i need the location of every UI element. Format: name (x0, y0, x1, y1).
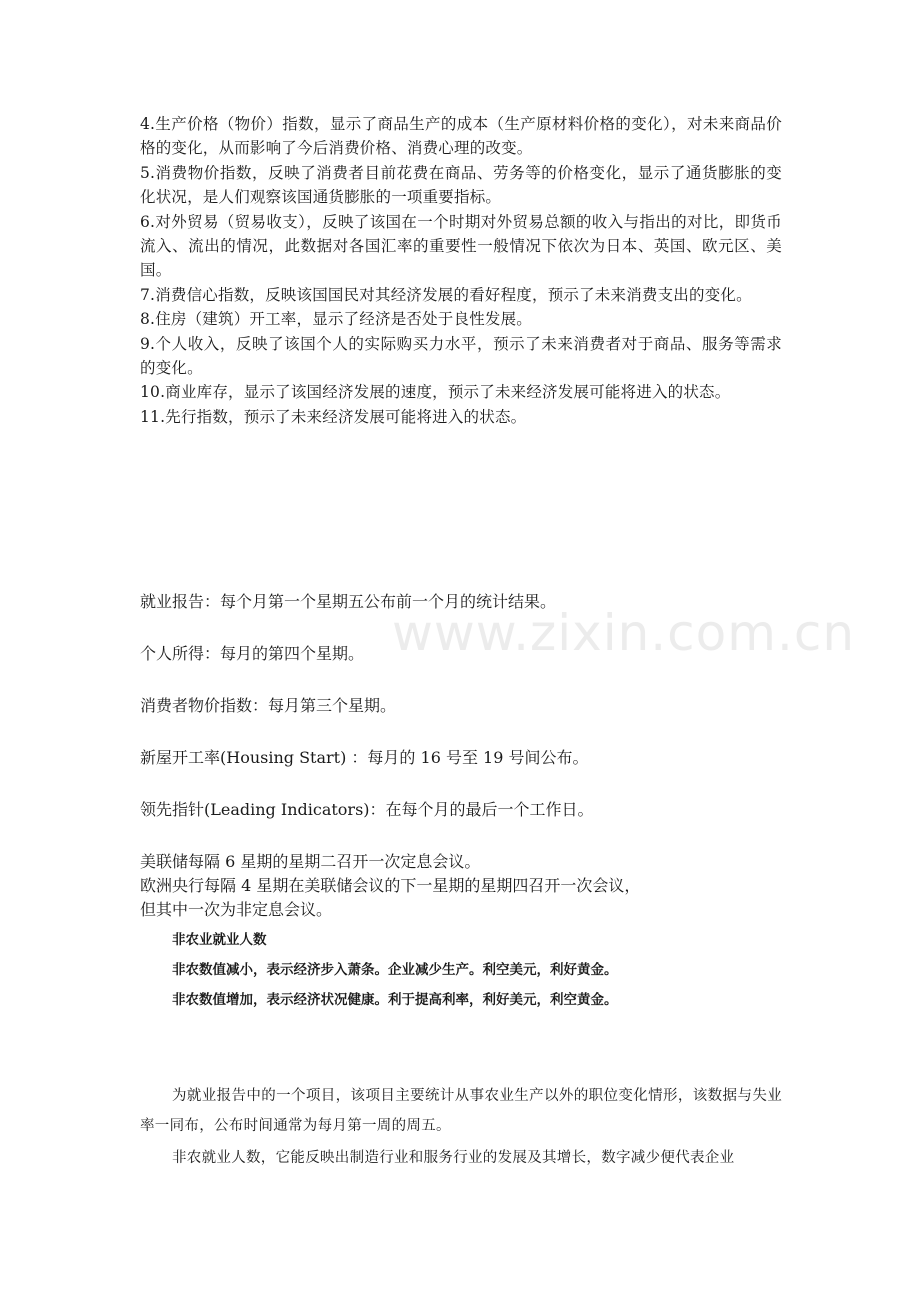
release-schedule (140, 590, 760, 922)
leading-indicators-line: 领先指针(Leading Indicators)：在每个月的最后一个工作日。 (140, 800, 594, 819)
list-item: 6.对外贸易（贸易收支），反映了该国在一个时期对外贸易总额的收入与指出的对比，即货币流入、流出的情况，此数据对各国汇率的重要性一般情况下依次为日本、英国、欧元区、美国。 (140, 212, 782, 280)
nonfarm-summary (172, 928, 772, 1018)
ecb-meeting-line: 欧洲央行每隔 4 星期在美联储会议的下一星期的星期四召开一次会议， (140, 876, 641, 895)
list-item: 7.消费信心指数，反映该国国民对其经济发展的看好程度，预示了未来消费支出的变化。 (140, 285, 752, 304)
nonfarm-heading: 非农业就业人数 (172, 932, 267, 948)
housing-start-line: 新屋开工率(Housing Start) ：每月的 16 号至 19 号间公布。 (140, 748, 589, 767)
list-item: 8.住房（建筑）开工率，显示了经济是否处于良性发展。 (140, 310, 532, 329)
nonfarm-increase-line: 非农数值增加，表示经济状况健康。利于提高利率，利好美元，利空黄金。 (172, 992, 618, 1008)
list-item: 10.商业库存，显示了该国经济发展的速度，预示了未来经济发展可能将进入的状态。 (140, 383, 731, 402)
fed-meeting-line: 美联储每隔 6 星期的星期二召开一次定息会议。 (140, 852, 481, 871)
personal-income-line: 个人所得：每月的第四个星期。 (140, 644, 365, 663)
employment-report-line: 就业报告：每个月第一个星期五公布前一个月的统计结果。 (140, 592, 557, 611)
paragraph: 非农就业人数，它能反映出制造行业和服务行业的发展及其增长，数字减少便代表企业 (172, 1150, 735, 1166)
cpi-line: 消费者物价指数：每月第三个星期。 (140, 696, 397, 715)
ecb-meeting-line-cont: 但其中一次为非定息会议。 (140, 900, 333, 919)
list-item: 9.个人收入，反映了该国个人的实际购买力水平，预示了未来消费者对于商品、服务等需求的变化。 (140, 334, 782, 378)
list-item: 4.生产价格（物价）指数，显示了商品生产的成本（生产原材料价格的变化），对未来商品价格的变化，从而影响了今后消费价格、消费心理的改变。 (140, 115, 782, 158)
list-item: 11.先行指数，预示了未来经济发展可能将进入的状态。 (140, 407, 527, 426)
watermark: www.zixin.com.cn (392, 604, 856, 662)
nonfarm-description (140, 1081, 782, 1173)
paragraph: 为就业报告中的一个项目，该项目主要统计从事农业生产以外的职位变化情形，该数据与失业率一同布，公布时间通常为每月第一周的周五。 (140, 1088, 782, 1134)
nonfarm-decrease-line: 非农数值减小，表示经济步入萧条。企业减少生产。利空美元，利好黄金。 (172, 962, 618, 978)
list-item: 5.消费物价指数，反映了消费者目前花费在商品、劳务等的价格变化，显示了通货膨胀的变化状况，是人们观察该国通货膨胀的一项重要指标。 (140, 163, 782, 207)
indicator-list (140, 112, 782, 429)
